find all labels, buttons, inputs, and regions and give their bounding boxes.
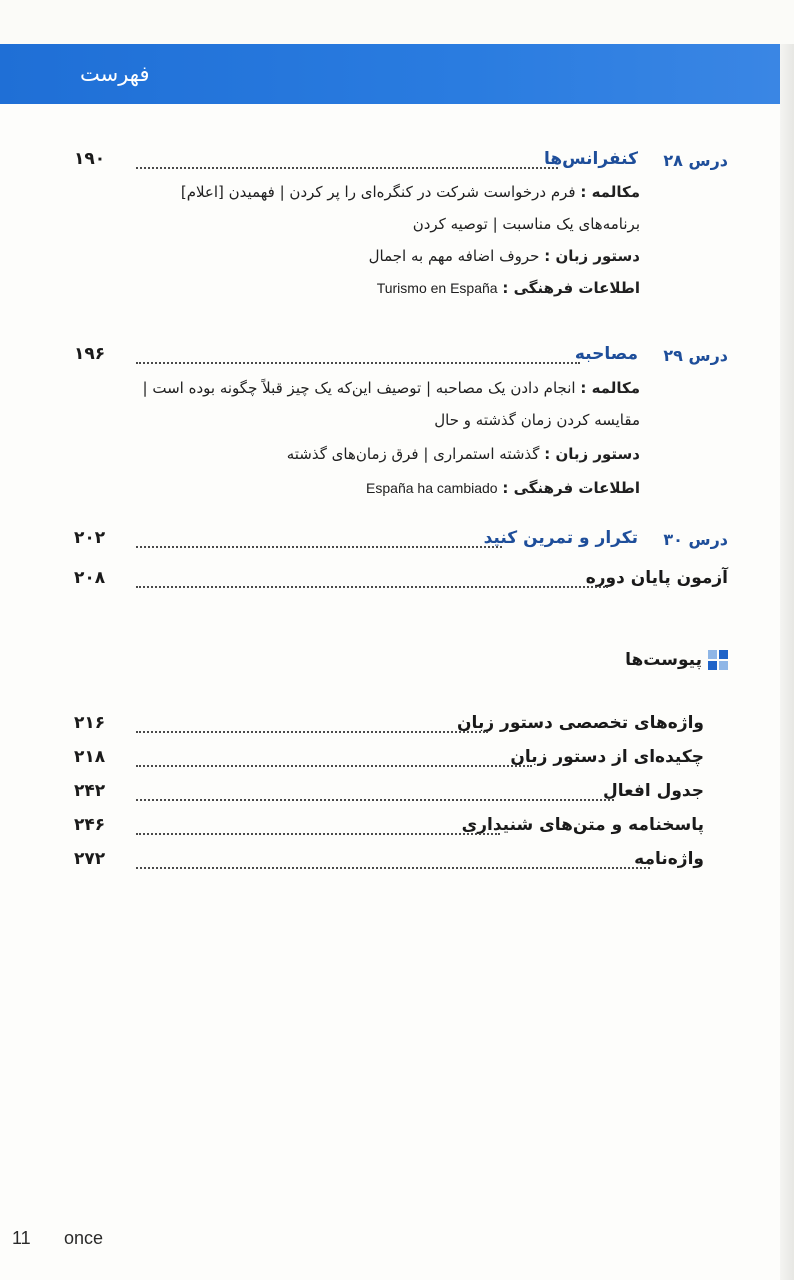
lesson-title: مصاحبه [574, 344, 638, 364]
dot-leader [136, 765, 532, 767]
culture-label: اطلاعات فرهنگی : [502, 279, 640, 297]
grammar-label: دستور زبان : [544, 445, 640, 463]
grammar-text: گذشته استمراری | فرق زمان‌های گذشته [286, 445, 540, 463]
lesson-28-dialogue [130, 176, 640, 240]
lesson-title: تکرار و تمرین کنید [483, 528, 638, 548]
entry-title: پاسخنامه و متن‌های شنیداری [461, 815, 704, 835]
lesson-29-grammar [130, 438, 640, 470]
dialogue-label: مکالمه : [580, 379, 640, 397]
page-number: ۱۹۰ [74, 149, 106, 169]
page-number: ۲۱۶ [74, 713, 106, 733]
toc-entry-lesson-28[interactable] [0, 145, 794, 179]
toc-entry-appendix[interactable] [0, 709, 794, 743]
page-number: ۲۴۲ [74, 781, 106, 801]
footer-page-number: 11 [12, 1228, 31, 1248]
page-number: ۱۹۶ [74, 344, 106, 364]
page-edge-shadow [780, 44, 794, 1280]
dot-leader [136, 586, 608, 588]
toc-entry-lesson-30[interactable] [0, 524, 794, 558]
toc-entry-appendix[interactable] [0, 845, 794, 879]
grammar-text: حروف اضافه مهم به اجمال [368, 247, 540, 265]
lesson-number: درس ۲۸ [663, 151, 728, 170]
dialogue-label: مکالمه : [580, 183, 640, 201]
grid-icon [708, 650, 728, 670]
toc-entry-appendix[interactable] [0, 777, 794, 811]
entry-title: چکیده‌ای از دستور زبان [510, 747, 704, 767]
dot-leader [136, 799, 614, 801]
grammar-label: دستور زبان : [544, 247, 640, 265]
dot-leader [136, 833, 500, 835]
page-number: ۲۱۸ [74, 747, 106, 767]
page-title: فهرست [80, 62, 150, 86]
page-number: ۲۰۸ [74, 568, 106, 588]
entry-title: جدول افعال [603, 781, 704, 801]
entry-title: واژه‌نامه [634, 849, 704, 869]
toc-entry-appendix[interactable] [0, 811, 794, 845]
page-number: ۲۴۶ [74, 815, 106, 835]
culture-text: España ha cambiado [366, 480, 498, 496]
dialogue-text: انجام دادن یک مصاحبه | توصیف این‌که یک چیز قبلاً چگونه بوده است | مقایسه کردن زمان گذشته و حال [142, 379, 640, 429]
page-number: ۲۷۲ [74, 849, 106, 869]
lesson-29-dialogue [130, 372, 640, 436]
dot-leader [136, 362, 580, 364]
dot-leader [136, 731, 488, 733]
lesson-28-culture [130, 272, 640, 304]
toc-entry-appendix[interactable] [0, 743, 794, 777]
lesson-28-grammar [130, 240, 640, 272]
page-top-margin [0, 0, 794, 44]
lesson-number: درس ۲۹ [663, 346, 728, 365]
footer-brand: once [64, 1228, 104, 1248]
dot-leader [136, 867, 650, 869]
lesson-number: درس ۳۰ [663, 530, 728, 549]
appendix-heading [625, 650, 728, 670]
dot-leader [136, 546, 502, 548]
lesson-title: کنفرانس‌ها [543, 149, 638, 169]
toc-entry-final-exam[interactable] [0, 564, 794, 598]
culture-text: Turismo en España [376, 280, 498, 296]
entry-title: آزمون پایان دوره [585, 568, 728, 588]
section-title: پیوست‌ها [625, 650, 702, 670]
dialogue-text: فرم درخواست شرکت در کنگره‌ای را پر کردن | فهمیدن [اعلام] برنامه‌های یک مناسبت | توصیه کردن [180, 183, 640, 233]
entry-title: واژه‌های تخصصی دستور زبان [457, 713, 704, 733]
toc-entry-lesson-29[interactable] [0, 340, 794, 374]
lesson-29-culture [130, 472, 640, 504]
culture-label: اطلاعات فرهنگی : [502, 479, 640, 497]
dot-leader [136, 167, 558, 169]
page-number: ۲۰۲ [74, 528, 106, 548]
